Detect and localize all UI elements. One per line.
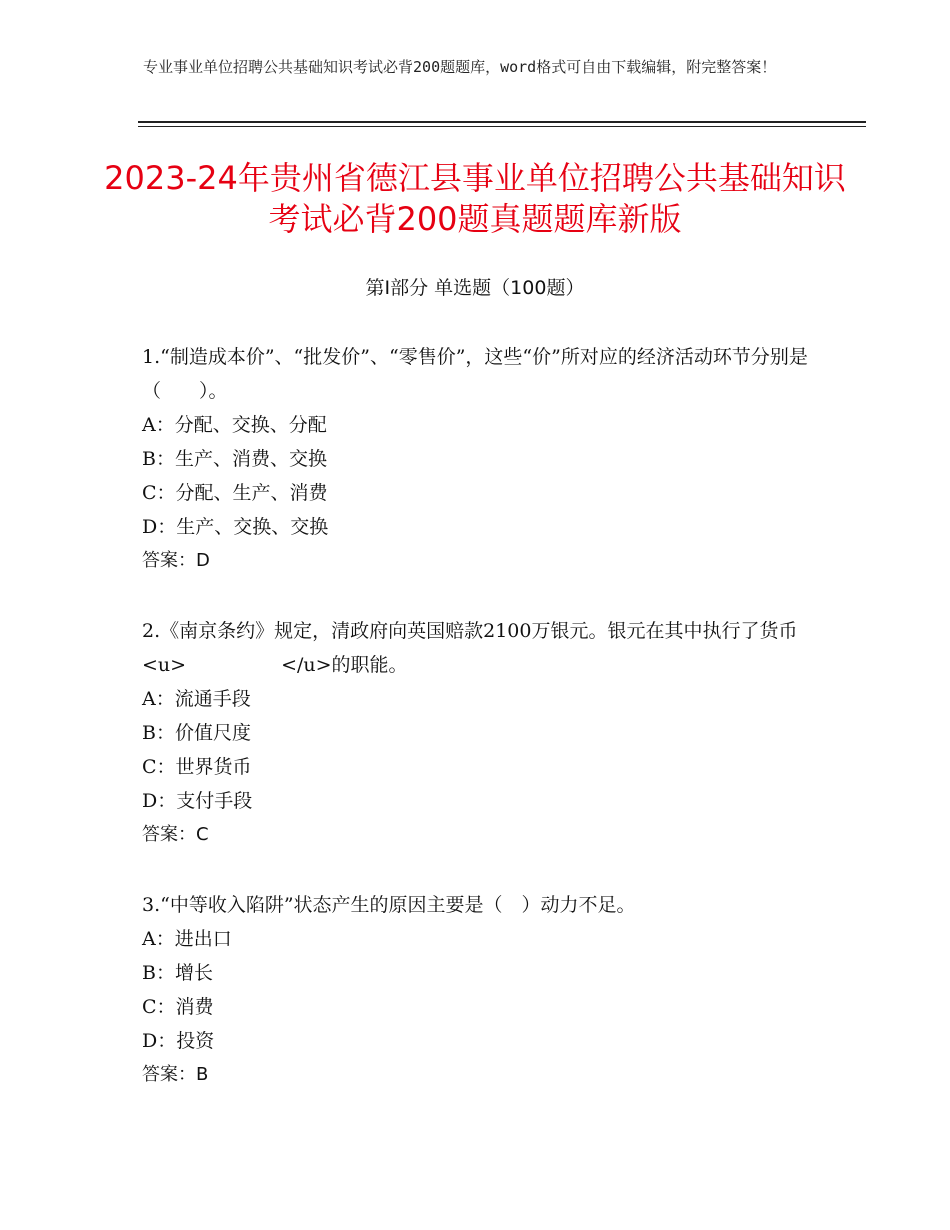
document-title: 2023-24年贵州省德江县事业单位招聘公共基础知识考试必背200题真题题库新版 — [104, 159, 846, 238]
section-heading: 第Ⅰ部分 单选题（100题） — [365, 277, 585, 299]
question-option-d: D：生产、交换、交换 — [142, 516, 329, 538]
question-stem: 3.“中等收入陷阱”状态产生的原因主要是（ ）动力不足。 — [142, 894, 636, 916]
question-option-c: C：世界货币 — [142, 756, 252, 778]
question-option-d: D：支付手段 — [142, 790, 253, 812]
question-answer: 答案：B — [142, 1064, 209, 1085]
question-block — [142, 614, 822, 852]
question-option-c: C：分配、生产、消费 — [142, 482, 328, 504]
question-option-d: D：投资 — [142, 1030, 215, 1052]
question-stem: 2.《南京条约》规定，清政府向英国赔款2100万银元。银元在其中执行了货币<u> </u>的职能。 — [142, 620, 798, 676]
header-divider-thick — [138, 121, 866, 123]
question-option-b: B：增长 — [142, 962, 213, 984]
question-option-a: A：分配、交换、分配 — [142, 414, 327, 436]
question-block — [142, 340, 822, 578]
question-option-a: A：进出口 — [142, 928, 232, 950]
question-block — [142, 888, 822, 1092]
question-option-b: B：生产、消费、交换 — [142, 448, 327, 470]
header-divider-thin — [138, 126, 866, 127]
question-option-c: C：消费 — [142, 996, 214, 1018]
question-option-b: B：价值尺度 — [142, 722, 251, 744]
question-answer: 答案：C — [142, 824, 209, 845]
header-note: 专业事业单位招聘公共基础知识考试必背200题题库，word格式可自由下载编辑，附完整答案！ — [143, 58, 777, 76]
question-answer: 答案：D — [142, 550, 210, 571]
question-option-a: A：流通手段 — [142, 688, 251, 710]
question-stem: 1.“制造成本价”、“批发价”、“零售价”，这些“价”所对应的经济活动环节分别是（ ）。 — [142, 346, 808, 402]
